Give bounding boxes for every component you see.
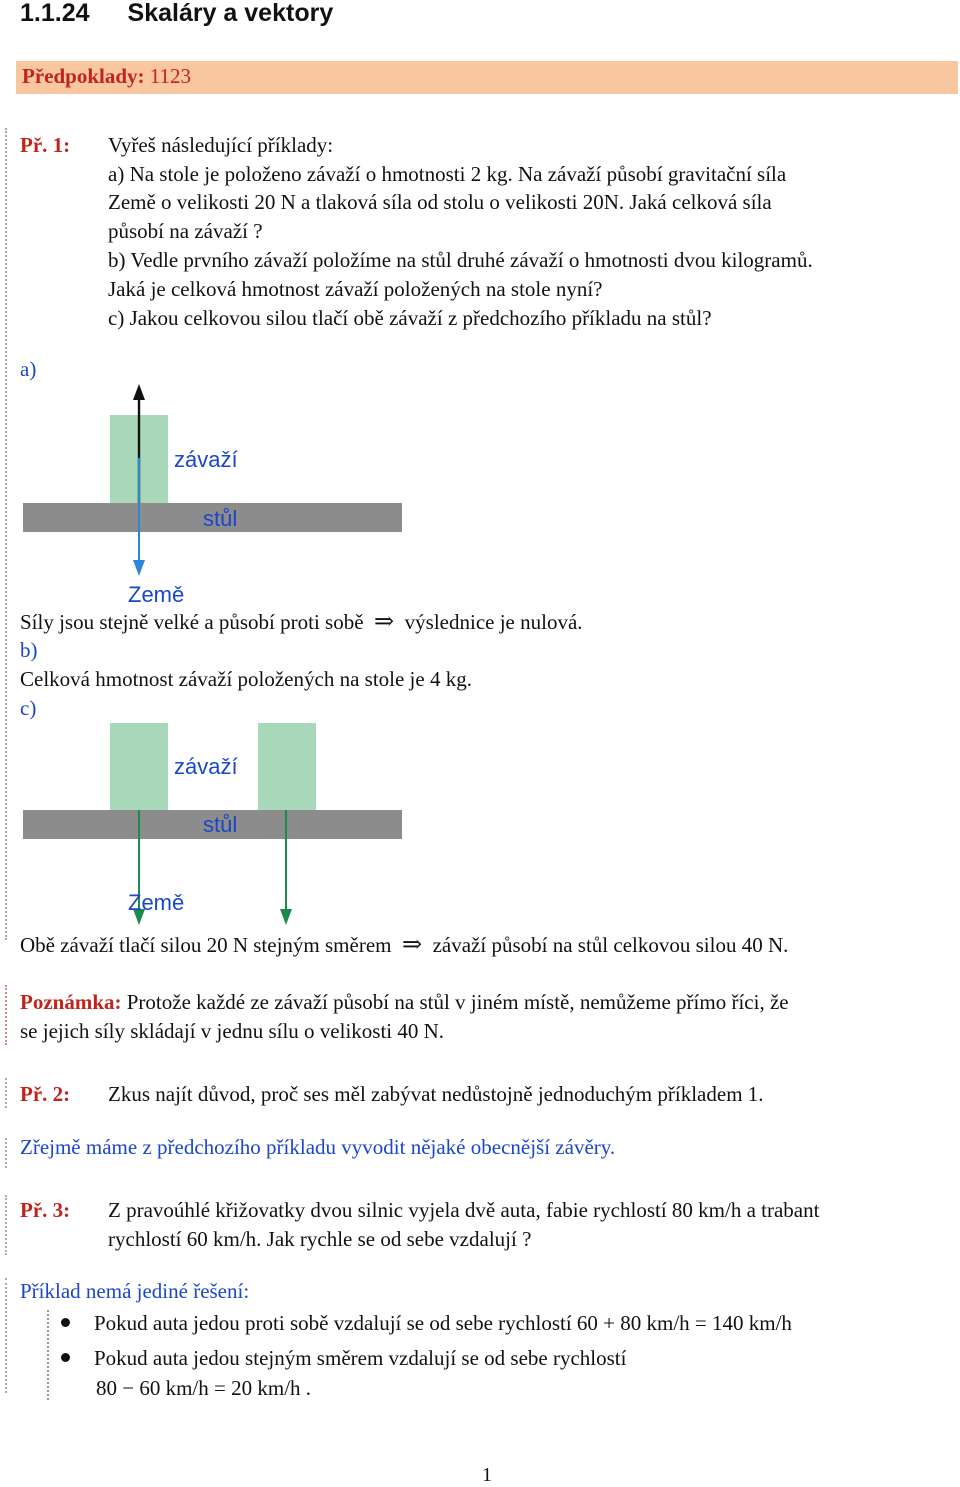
example-1-line: b) Vedle prvního závaží položíme na stůl druhé závaží o hmotnosti dvou kilogramů. (108, 248, 813, 272)
earth-label: Země (128, 582, 185, 607)
figure-c (0, 715, 420, 935)
page-number: 1 (482, 1464, 492, 1486)
example-2-answer: Zřejmě máme z předchozího příkladu vyvodit nějaké obecnější závěry. (20, 1135, 616, 1159)
note-line-1 (20, 990, 789, 1014)
ex2-answer-margin-guide (5, 1138, 7, 1168)
example-1-line: c) Jakou celkovou silou tlačí obě závaží z předchozího příkladu na stůl? (108, 306, 712, 330)
example-3-label: Př. 3: (20, 1198, 71, 1222)
section-number: 1.1.24 (20, 0, 90, 27)
example-2-text: Zkus najít důvod, proč ses měl zabývat nedůstojně jednoduchým příkladem 1. (108, 1082, 764, 1106)
gravity-force-arrowhead (133, 560, 145, 576)
example-2-label: Př. 2: (20, 1082, 71, 1106)
bullet-2-text-line-1: Pokud auta jedou stejným směrem vzdalují se od sebe rychlostí (94, 1346, 627, 1370)
bullet-point (61, 1353, 70, 1362)
bullet-point (61, 1318, 70, 1327)
solution-b-text: Celková hmotnost závaží položených na stole je 4 kg. (20, 667, 472, 691)
solution-a-text-after: výslednice je nulová. (404, 610, 583, 634)
solution-a-label: a) (20, 357, 37, 381)
solution-c-text-before: Obě závaží tlačí silou 20 N stejným směrem (20, 933, 392, 957)
example-1-line: Země o velikosti 20 N a tlaková síla od stolu o velikosti 20N. Jaká celková síla (108, 190, 772, 214)
table-label: stůl (203, 812, 238, 837)
section-title: Skaláry a vektory (127, 0, 334, 27)
ex3-answer-margin-guide (5, 1278, 7, 1393)
prerequisites-value: 1123 (149, 64, 191, 88)
force-arrowhead-2 (280, 909, 292, 925)
weight-block-2 (258, 723, 316, 810)
bullet-1-text: Pokud auta jedou proti sobě vzdalují se od sebe rychlostí 60 + 80 km/h = 140 km/h (94, 1311, 792, 1335)
solution-c-label: c) (20, 696, 37, 720)
earth-label: Země (128, 890, 185, 915)
implies-arrow: ⇒ (374, 609, 395, 635)
example-1-line: působí na závaží ? (108, 219, 263, 243)
solution-a-text (20, 609, 583, 637)
note-text-1: Protože každé ze závaží působí na stůl v jiném místě, nemůžeme přímo říci, že (126, 990, 789, 1014)
figure-a (0, 380, 420, 610)
solution-a-text-before: Síly jsou stejně velké a působí proti sobě (20, 610, 364, 634)
normal-force-arrowhead (133, 384, 145, 400)
example-1-line: a) Na stole je položeno závaží o hmotnosti 2 kg. Na závaží působí gravitační síla (108, 162, 787, 186)
example-3-line-2: rychlostí 60 km/h. Jak rychle se od sebe vzdalují ? (108, 1227, 532, 1251)
prerequisites-bar (16, 61, 958, 94)
solution-c-text (20, 932, 788, 960)
section-heading (20, 0, 333, 28)
ex3-margin-guide (5, 1195, 7, 1255)
weight-label: závaží (174, 447, 238, 472)
note-text-2: se jejich síly skládají v jednu sílu o velikosti 40 N. (20, 1019, 445, 1043)
example-3-line-1: Z pravoúhlé křižovatky dvou silnic vyjela dvě auta, fabie rychlostí 80 km/h a trabant (108, 1198, 820, 1222)
example-1-line: Jaká je celková hmotnost závaží položených na stole nyní? (108, 277, 603, 301)
ex2-margin-guide (5, 1078, 7, 1108)
prerequisites-label: Předpoklady: (22, 64, 145, 88)
weight-block-1 (110, 723, 168, 810)
implies-arrow: ⇒ (401, 932, 423, 958)
weight-label: závaží (174, 754, 238, 779)
solution-b-label: b) (20, 638, 38, 662)
example-1-label: Př. 1: (20, 133, 71, 157)
example-1-line: Vyřeš následující příklady: (108, 133, 334, 157)
bullet-guide (47, 1310, 49, 1400)
table-label: stůl (203, 506, 238, 531)
bullet-2-text-line-2: 80 − 60 km/h = 20 km/h . (96, 1376, 312, 1400)
note-margin-guide (5, 985, 7, 1045)
example-3-answer-intro: Příklad nemá jediné řešení: (20, 1279, 250, 1303)
note-label: Poznámka: (20, 990, 122, 1014)
solution-c-text-after: závaží působí na stůl celkovou silou 40 N. (432, 933, 789, 957)
